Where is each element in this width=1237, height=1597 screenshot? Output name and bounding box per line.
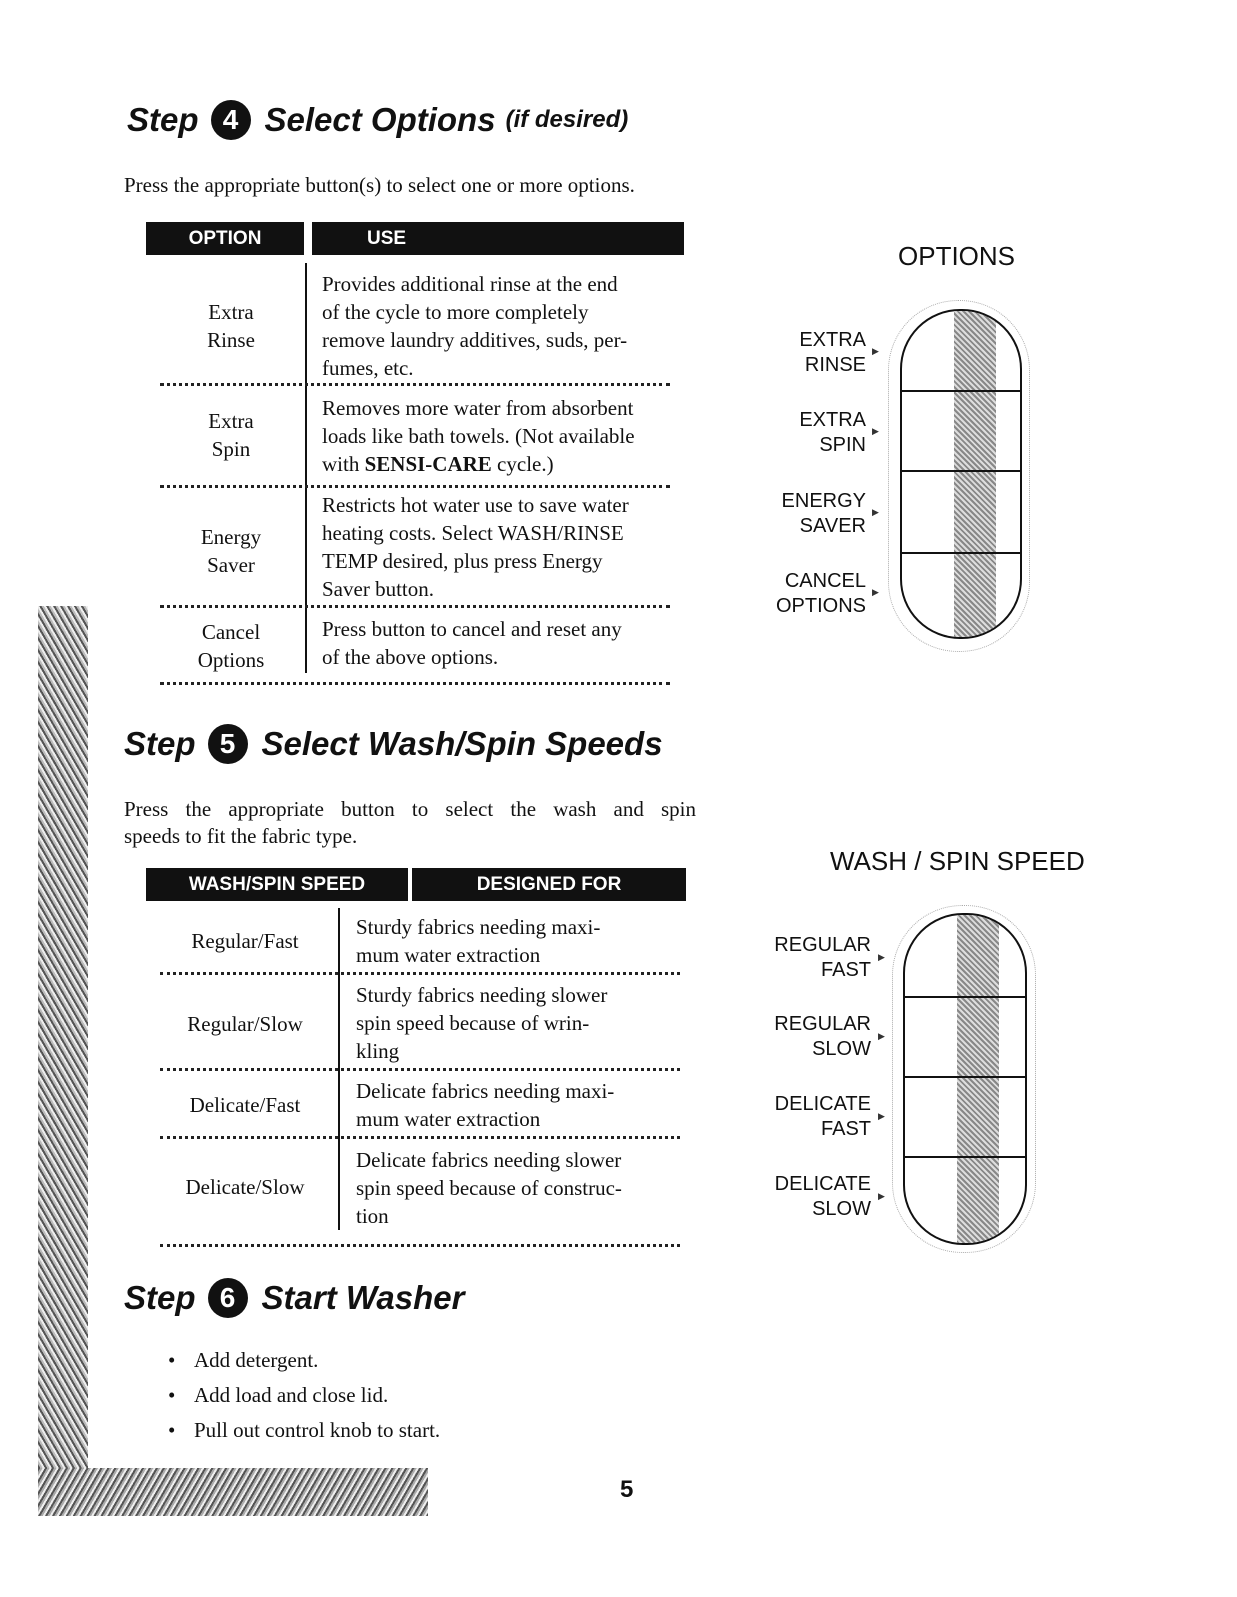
option-name [146, 298, 316, 354]
use-text: cycle.) [491, 452, 554, 476]
capsule-shading [954, 311, 996, 637]
button-label: SLOW [812, 1038, 871, 1060]
table-header-use: USE [312, 222, 684, 255]
list-item: • Pull out control knob to start. [168, 1418, 440, 1453]
extra-rinse-button[interactable] [760, 328, 866, 378]
use-line: tion [356, 1204, 389, 1228]
speed-name: Regular/Fast [191, 929, 299, 953]
option-line: Options [197, 648, 265, 672]
cycle-name: SENSI-CARE [364, 452, 492, 476]
step-title: Start Washer [261, 1279, 465, 1316]
button-label: SLOW [812, 1198, 871, 1220]
intro-line: speeds to fit the fabric type. [124, 824, 358, 848]
options-button-capsule [900, 309, 1022, 639]
button-label: CANCEL [784, 570, 866, 592]
step5-intro [124, 796, 696, 850]
option-name [146, 523, 316, 579]
button-label: REGULAR [774, 1013, 871, 1035]
delicate-fast-button[interactable] [752, 1092, 871, 1142]
speed-name: Delicate/Slow [185, 1175, 305, 1199]
capsule-shading [957, 915, 999, 1243]
decorative-edge-pattern [38, 606, 88, 1516]
option-name [146, 407, 316, 463]
arrow-icon: ▶ [872, 426, 879, 436]
use-line: Press button to cancel and reset any [322, 617, 622, 641]
use-line: of the above options. [322, 645, 499, 669]
use-line: Saver button. [322, 577, 434, 601]
speed-use [356, 913, 600, 969]
arrow-icon: ▶ [878, 1111, 885, 1121]
step-number-badge: 4 [211, 100, 251, 140]
arrow-icon: ▶ [872, 507, 879, 517]
button-label: EXTRA [799, 409, 866, 431]
use-line: Delicate fabrics needing maxi- [356, 1079, 615, 1103]
step-title: Select Wash/Spin Speeds [261, 725, 663, 762]
button-divider [902, 390, 1020, 392]
button-label: ENERGY [781, 490, 866, 512]
decorative-footer-pattern [38, 1468, 428, 1516]
button-label: DELICATE [774, 1093, 871, 1115]
use-line: heating costs. Select WASH/RINSE [322, 521, 624, 545]
row-separator [160, 1136, 680, 1139]
use-line: spin speed because of wrin- [356, 1011, 590, 1035]
step-number-badge: 5 [208, 724, 248, 764]
speed-name: Regular/Slow [187, 1012, 303, 1036]
option-use [322, 270, 627, 382]
button-label: SPIN [819, 434, 866, 456]
button-label: FAST [820, 959, 871, 981]
regular-fast-button[interactable] [752, 933, 871, 983]
button-label: REGULAR [774, 934, 871, 956]
button-label: SAVER [799, 515, 866, 537]
use-text: with [322, 452, 365, 476]
row-separator [160, 682, 670, 685]
button-divider [902, 470, 1020, 472]
button-divider [902, 552, 1020, 554]
step-number-badge: 6 [208, 1278, 248, 1318]
row-separator [160, 972, 680, 975]
wash-spin-panel-title: WASH / SPIN SPEED [830, 846, 1085, 876]
extra-spin-button[interactable] [760, 408, 866, 458]
option-use [322, 394, 635, 478]
use-line: of the cycle to more completely [322, 300, 589, 324]
button-divider [905, 996, 1025, 998]
use-line: Sturdy fabrics needing slower [356, 983, 608, 1007]
speed-use [356, 1077, 614, 1133]
button-label: RINSE [804, 354, 866, 376]
intro-line: Press the appropriate button to select the wash and spin [124, 797, 696, 821]
use-line: loads like bath towels. (Not available [322, 424, 635, 448]
speed-name: Delicate/Fast [189, 1093, 301, 1117]
row-separator [160, 1068, 680, 1071]
wash-spin-button-capsule [903, 913, 1027, 1245]
step-title-suffix: (if desired) [505, 106, 629, 133]
use-line: spin speed because of construc- [356, 1176, 622, 1200]
option-name [146, 618, 316, 674]
option-use [322, 491, 629, 603]
button-label: OPTIONS [775, 595, 866, 617]
option-line: Saver [207, 553, 255, 577]
button-label: FAST [820, 1118, 871, 1140]
arrow-icon: ▶ [872, 587, 879, 597]
speed-use [356, 981, 607, 1065]
button-divider [905, 1156, 1025, 1158]
arrow-icon: ▶ [878, 1031, 885, 1041]
delicate-slow-button[interactable] [752, 1172, 871, 1222]
step-word: Step [127, 101, 199, 138]
arrow-icon: ▶ [872, 346, 879, 356]
use-line: fumes, etc. [322, 356, 414, 380]
row-separator [160, 485, 670, 488]
option-line: Spin [211, 437, 251, 461]
button-label: EXTRA [799, 329, 866, 351]
row-separator [160, 605, 670, 608]
step-title: Select Options [264, 101, 496, 138]
use-line: remove laundry additives, suds, per- [322, 328, 628, 352]
option-line: Extra [208, 409, 254, 433]
use-line [322, 450, 635, 478]
option-use [322, 615, 622, 671]
page-number: 5 [620, 1476, 634, 1503]
step6-heading [124, 1278, 464, 1318]
button-label: DELICATE [774, 1173, 871, 1195]
energy-saver-button[interactable] [760, 489, 866, 539]
use-line: Sturdy fabrics needing maxi- [356, 915, 601, 939]
use-line: Provides additional rinse at the end [322, 272, 618, 296]
use-line: Removes more water from absorbent [322, 396, 634, 420]
table-header-speed: WASH/SPIN SPEED [146, 868, 408, 901]
cancel-options-button[interactable] [760, 569, 866, 619]
table-header-option: OPTION [146, 222, 304, 255]
option-line: Rinse [207, 328, 255, 352]
step5-heading [124, 724, 663, 764]
use-line: Delicate fabrics needing slower [356, 1148, 622, 1172]
list-item: • Add load and close lid. [168, 1383, 440, 1418]
step-word: Step [124, 1279, 196, 1316]
row-separator [160, 1244, 680, 1247]
button-divider [905, 1076, 1025, 1078]
step4-heading [127, 100, 628, 140]
use-line: mum water extraction [356, 1107, 541, 1131]
list-item: • Add detergent. [168, 1348, 440, 1383]
use-line: kling [356, 1039, 400, 1063]
step-word: Step [124, 725, 196, 762]
regular-slow-button[interactable] [752, 1012, 871, 1062]
arrow-icon: ▶ [878, 952, 885, 962]
use-line: Restricts hot water use to save water [322, 493, 629, 517]
speed-use [356, 1146, 622, 1230]
option-line: Extra [208, 300, 254, 324]
options-panel-title: OPTIONS [898, 241, 1016, 271]
option-line: Energy [200, 525, 262, 549]
use-line: TEMP desired, plus press Energy [322, 549, 603, 573]
row-separator [160, 383, 670, 386]
table-header-designed-for: DESIGNED FOR [412, 868, 686, 901]
option-line: Cancel [201, 620, 261, 644]
step4-intro: Press the appropriate button(s) to select one or more options. [124, 173, 635, 197]
start-washer-list [168, 1348, 440, 1453]
use-line: mum water extraction [356, 943, 541, 967]
arrow-icon: ▶ [878, 1191, 885, 1201]
